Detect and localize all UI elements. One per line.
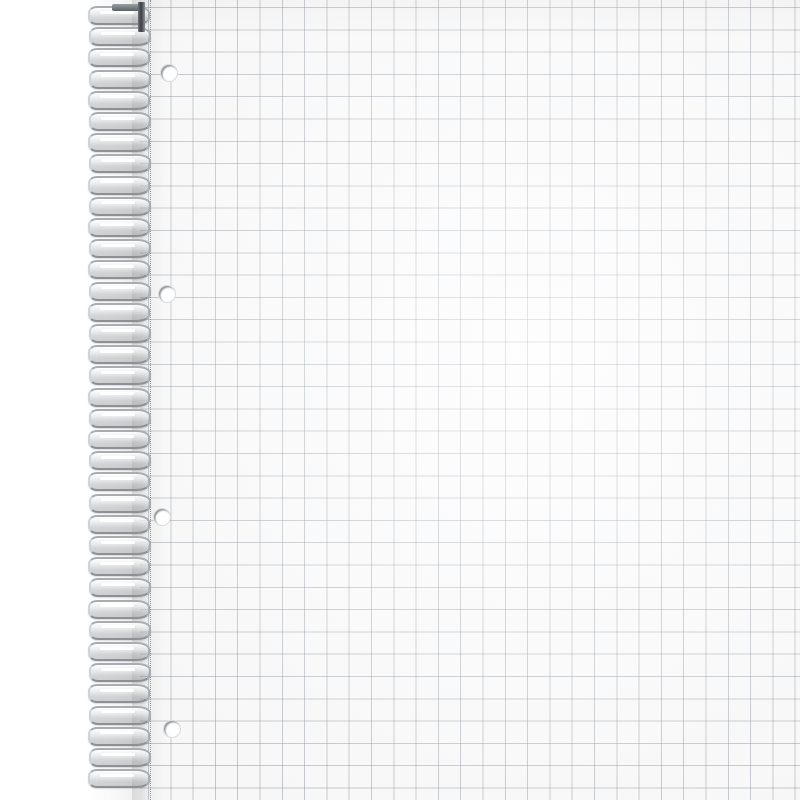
spiral-coil-wire: [88, 642, 150, 661]
spiral-coil-highlight: [101, 74, 135, 77]
spiral-coil-highlight: [100, 95, 134, 98]
spiral-coil-wire: [89, 239, 151, 258]
spiral-coil-wire: [88, 218, 150, 237]
spiral-coil-wire: [89, 154, 151, 173]
spiral-coil-wire: [89, 409, 151, 428]
spiral-coil: [88, 260, 146, 275]
spiral-coil: [88, 48, 146, 63]
spiral-coil-wire: [89, 324, 151, 343]
spiral-coil-highlight: [101, 456, 135, 459]
spiral-coil: [88, 515, 146, 530]
spiral-coil: [89, 494, 147, 509]
spiral-coil-highlight: [100, 53, 134, 56]
spiral-coil-wire: [88, 557, 150, 576]
spiral-coil-highlight: [100, 477, 134, 480]
spiral-coil-wire: [88, 91, 150, 110]
punch-hole: [160, 64, 178, 82]
spiral-coil-highlight: [100, 731, 134, 734]
spiral-coil-highlight: [101, 159, 135, 162]
spiral-coil: [89, 154, 147, 169]
graph-paper-page: [140, 0, 800, 800]
spiral-coil-highlight: [100, 265, 134, 268]
spiral-coil-highlight: [101, 625, 135, 628]
punch-hole: [158, 285, 176, 303]
spiral-coil-highlight: [100, 604, 134, 607]
punch-hole: [153, 508, 171, 526]
spiral-coil-highlight: [101, 498, 135, 501]
spiral-coil-wire: [89, 451, 151, 470]
spiral-coil-wire: [88, 48, 150, 67]
spiral-coil-highlight: [100, 774, 134, 777]
spiral-coil-wire: [88, 515, 150, 534]
spiral-coil-wire: [88, 769, 150, 788]
wire-spiral-binding: [0, 0, 150, 800]
spiral-coil-wire: [88, 176, 150, 195]
spiral-coil-highlight: [101, 244, 135, 247]
spiral-end-clip: [138, 2, 145, 32]
spiral-coil-highlight: [100, 138, 134, 141]
spiral-coil-wire: [89, 748, 151, 767]
spiral-coil-wire: [88, 133, 150, 152]
spiral-coil-wire: [88, 684, 150, 703]
spiral-coil-wire: [88, 345, 150, 364]
spiral-coil-highlight: [100, 180, 134, 183]
spiral-coil-wire: [89, 197, 151, 216]
spiral-coil-highlight: [100, 647, 134, 650]
spiral-coil-highlight: [101, 32, 135, 35]
spiral-coil: [89, 282, 147, 297]
spiral-coil-wire: [88, 727, 150, 746]
spiral-coil-wire: [88, 388, 150, 407]
spiral-coil: [88, 472, 146, 487]
spiral-coil-wire: [89, 706, 151, 725]
spiral-coil: [89, 578, 147, 593]
punch-hole: [163, 720, 181, 738]
spiral-coil-highlight: [101, 583, 135, 586]
spiral-coil-wire: [89, 663, 151, 682]
spiral-coil: [89, 706, 147, 721]
spiral-coil-wire: [89, 112, 151, 131]
spiral-coil-wire: [88, 600, 150, 619]
spiral-coil: [88, 430, 146, 445]
spiral-coil: [89, 451, 147, 466]
spiral-coil: [89, 324, 147, 339]
spiral-coil-highlight: [101, 668, 135, 671]
spiral-coil: [89, 748, 147, 763]
spiral-coil: [89, 663, 147, 678]
spiral-coil-highlight: [100, 689, 134, 692]
spiral-coil: [88, 600, 146, 615]
spiral-coil-wire: [89, 282, 151, 301]
spiral-coil: [89, 366, 147, 381]
spiral-coil-highlight: [100, 307, 134, 310]
spiral-coil: [88, 388, 146, 403]
spiral-coil-wire: [89, 536, 151, 555]
spiral-coil-highlight: [100, 435, 134, 438]
spiral-coil: [88, 684, 146, 699]
spiral-coil-highlight: [100, 392, 134, 395]
spiral-coil-wire: [89, 70, 151, 89]
spiral-coil-highlight: [100, 350, 134, 353]
spiral-coil: [89, 409, 147, 424]
spiral-coil-highlight: [101, 710, 135, 713]
spiral-coil-wire: [89, 494, 151, 513]
spiral-coil-wire: [88, 260, 150, 279]
spiral-coil: [88, 133, 146, 148]
spiral-coil: [88, 642, 146, 657]
spiral-coil-highlight: [101, 541, 135, 544]
spiral-coil: [89, 536, 147, 551]
spiral-coil-highlight: [101, 329, 135, 332]
spiral-coil: [88, 769, 146, 784]
spiral-coil-highlight: [101, 117, 135, 120]
spiral-coil-highlight: [101, 753, 135, 756]
spiral-coil-highlight: [101, 413, 135, 416]
spiral-coil-wire: [88, 430, 150, 449]
spiral-coil: [89, 239, 147, 254]
spiral-coil: [89, 70, 147, 85]
spiral-coil-wire: [88, 303, 150, 322]
spiral-coil-highlight: [100, 519, 134, 522]
spiral-coil: [88, 218, 146, 233]
spiral-coil: [88, 727, 146, 742]
spiral-coil-wire: [89, 366, 151, 385]
spiral-coil: [88, 176, 146, 191]
spiral-coil-wire: [89, 578, 151, 597]
spiral-coil-highlight: [101, 371, 135, 374]
spiral-coil-wire: [89, 621, 151, 640]
spiral-coil-wire: [88, 472, 150, 491]
spiral-coil: [89, 112, 147, 127]
spiral-coil-highlight: [101, 201, 135, 204]
spiral-coil: [89, 621, 147, 636]
spiral-coil: [88, 91, 146, 106]
spiral-coil-highlight: [101, 286, 135, 289]
spiral-coil-highlight: [100, 223, 134, 226]
spiral-coil: [89, 197, 147, 212]
spiral-coil: [88, 345, 146, 360]
spiral-coil-highlight: [100, 562, 134, 565]
spiral-coil: [88, 557, 146, 572]
spiral-coil: [88, 303, 146, 318]
grid-ruling: [140, 0, 800, 800]
